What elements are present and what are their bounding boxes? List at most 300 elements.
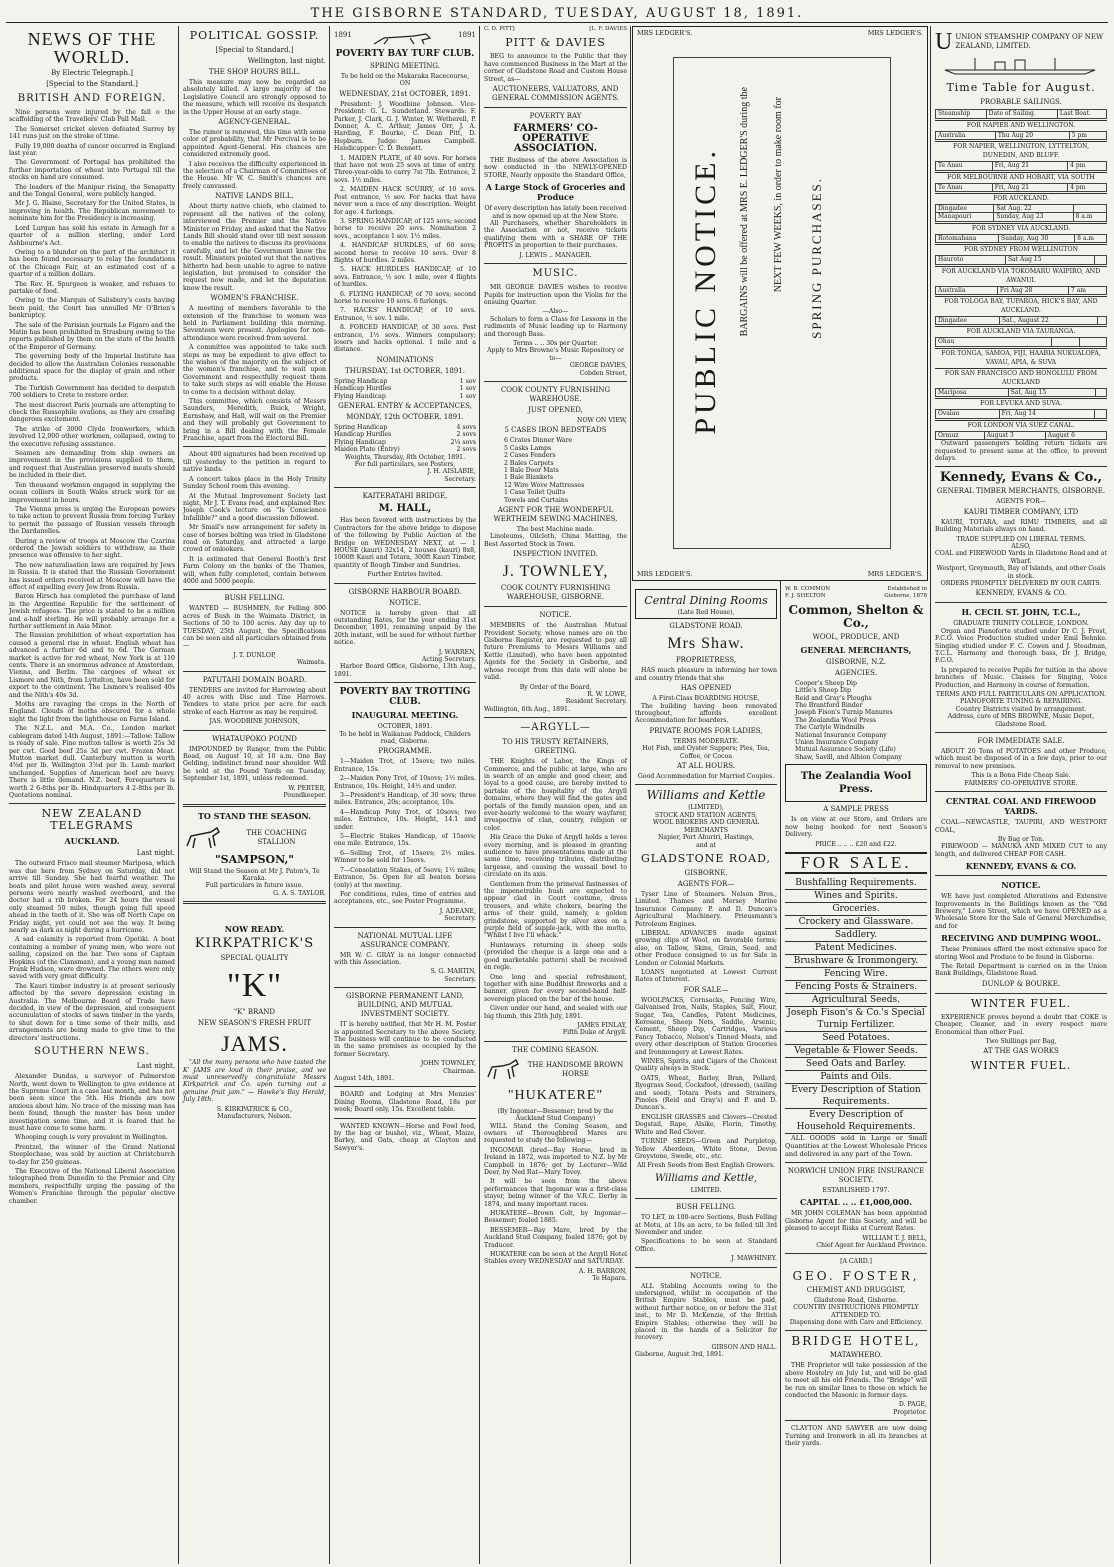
bargains-line: BARGAINS will be offered at MRS E. LEDGER'S during the xyxy=(739,87,750,337)
table-cell: Sat Aug 15 xyxy=(1005,256,1094,264)
signature-role: Fifth Duke of Argyll. xyxy=(562,1029,627,1037)
harbour-board-title: GISBORNE HARBOUR BOARD. xyxy=(348,587,462,596)
divider xyxy=(935,791,1107,792)
just-opened: JUST OPENED, xyxy=(528,405,583,414)
route-destination: FOR NAPIER, WELLINGTON, LYTTELTON, DUNEDIN, AND BLUFF. xyxy=(935,141,1107,160)
pitt-davies-title: PITT & DAVIES xyxy=(505,36,606,50)
fee-name: Spring Handicap xyxy=(334,424,388,432)
agency-item: Mutual Assurance Society (Life) xyxy=(795,746,896,754)
paragraph: About thirty native chiefs, who claimed to represent all the natives of the colony, interviewed the Premier and the Native Minister on Friday, and asked that the Native Lands Bill should stand over till next session to enable the natives to discuss its provisions carefully, and let the Government know the result. Ministers pointed out that the natives hitherto had been unable to agree to native legislation, but promised to consider the request now made, and let the deputation know the result. xyxy=(183,203,326,292)
zealandia-title: The Zealandia Wool Press. xyxy=(800,771,912,796)
paragraph: The outward Frisco mail steamer Mariposa, which was due here from Sydney on Saturday, did not arrive till Sunday. She had fearful weather. The boats and pilot house were washed away, several persons were nearly washed overboard, and the doctor had a rib broken. For 24 hours the vessel only steamed 50 miles, though going full speed ahead in the teeth of it. She was off North Cape on Friday night, yet could not see the way. It being nearly as dark as night during a hurricane. xyxy=(9,860,175,934)
paragraph: This committee, which consists of Messrs Saunders, Meredith, Buick, Wright, Earnshaw, and Hall, will wait on the Premier and they will probably get Government to bring in a Bill dealing with the Female Franchise, apart from the Electoral Bill. xyxy=(183,398,326,443)
table-cell: August 3 xyxy=(984,431,1045,439)
table-cell: Ormuz xyxy=(936,431,985,439)
officers: President: J. Woodbine Johnson. Vice-President: G. L. Sunderland. Stewards: F. Parker, J. Clark, G. J. Winter, W. Wetherell, P. Donner, A. C. Arthur, James Orr, J. A. Harding, F. Bourke, C. Dean Pitt, D. Hepburn. Judge: James Campbell. Handicapper: C. D. Bennett. xyxy=(334,100,476,153)
stock-note: Of every description has lately been received and is now opened up at the New Store. xyxy=(484,205,627,220)
route-table xyxy=(935,337,1107,346)
race-item: 2. MAIDEN HACK SCURRY, of 10 sovs. Post entrance, ½ sov. For hacks that have never won a race of any description. Weight for age. 4 furlongs. xyxy=(334,186,476,216)
paragraph: TURNIP SEEDS—Green and Purpletop, Yellow Aberdeen, White Stone, Devon Greystone, Swede, etc., etc. xyxy=(635,1138,777,1160)
table-cell: Dingadee xyxy=(936,317,1000,325)
receiving-wool: RECEIVING AND DUMPING WOOL. xyxy=(941,933,1101,944)
agencies-title: AGENCIES. xyxy=(835,668,877,677)
table-cell: Ohau xyxy=(936,338,1052,346)
table-cell: 5 pm xyxy=(1069,131,1106,139)
gisborne: GISBORNE. xyxy=(684,868,728,877)
cecil-address: Address, care of MRS BROWNE, Music Depot, Gladstone Road. xyxy=(947,713,1095,728)
divider xyxy=(635,1267,777,1268)
southern-date: Last night. xyxy=(136,1062,175,1071)
paragraph: Mr J. G. Blaine, Secretary for the United States, is improving in health. The Republican movement to nominate him for the Presidency is increasing. xyxy=(9,200,175,223)
route-destination: FOR SYDNEY FROM WELLINGTON xyxy=(935,244,1107,254)
nominations-title: NOMINATIONS xyxy=(376,355,434,364)
paragraph: INGOMAR (bred—Bay Horse, bred in Ireland in 1872, was imported to N.Z. by Mr Campbell in 1876; got by Lecturer—Wild Deer, by Ned Rat—Mary Tovey. xyxy=(484,1146,627,1176)
paragraph: WE have just completed Alterations and Extensive Improvements in the Buildings known as the "Old Brewery," Lowe Street, which we have OPENED as a Wholesale Store for the Sale of General Merchandise, and for xyxy=(935,893,1107,930)
paragraph: CLAYTON AND SAWYER are now doing Turning and Ironwork in all its branches at their yards. xyxy=(785,1425,927,1448)
patutahi-title: PATUTAHI DOMAIN BOARD. xyxy=(202,675,307,684)
coming-season: THE COMING SEASON. xyxy=(512,1045,599,1054)
sailings-header xyxy=(935,109,1107,118)
paragraph: Outward passengers holding return tickets are requested to present same at the office, to prevent delays. xyxy=(935,440,1107,462)
table-cell: 7 am xyxy=(1068,286,1106,294)
best-machine: The best Machine made. xyxy=(516,526,595,534)
fee-name: Spring Handicap xyxy=(334,377,388,385)
on-word: ON xyxy=(399,80,411,88)
divider xyxy=(785,1253,927,1254)
cases-heading: 5 CASES IRON BEDSTEADS xyxy=(504,426,607,435)
header-rule xyxy=(6,22,1108,23)
kennedy-sub: GENERAL TIMBER MERCHANTS, GISBORNE. xyxy=(936,487,1106,496)
paragraph: KAURI, TOTARA, and RIMU TIMBERS, and all Building Materials always on hand. xyxy=(935,518,1107,534)
table-cell: Fri, Aug 14 xyxy=(999,410,1094,418)
terms: Terms .. .. 30s per Quarter. xyxy=(513,339,598,347)
card: [A CARD.] xyxy=(840,1258,872,1266)
column-steamship xyxy=(932,26,1110,1564)
fee-name: Maiden Plate (Entry) xyxy=(334,446,400,454)
th: Steamship xyxy=(936,110,987,118)
special-quality: SPECIAL QUALITY xyxy=(220,954,289,963)
cecil-terms: TERMS AND FULL PARTICULARS ON APPLICATION. xyxy=(935,691,1107,699)
column-political xyxy=(180,26,329,1564)
trot-race-item: 7—Consolation Stakes, of 5sovs; 1½ miles; Entrance, 5s. Open for all beaten horses (only) at the meeting. xyxy=(334,866,476,889)
heading-agency: AGENCY-GENERAL. xyxy=(218,118,291,127)
for-sale-heading: FOR SALE— xyxy=(683,985,729,994)
list-item: 1 Bale Blankets xyxy=(504,474,554,482)
public-notice: PUBLIC NOTICE. xyxy=(689,147,722,435)
th: Last Boat. xyxy=(1057,110,1106,118)
paragraph: ABOUT 20 Tons of POTATOES and other Produce, which must be disposed of in a few days, prior to our removal to new premises. xyxy=(935,748,1107,770)
for-sale-item: Brushware & Ironmongery. xyxy=(785,955,927,968)
race-item: 5. HACK HURDLES HANDICAP, of 10 sovs. Entrance, ½ sov. 1 mile, over 4 flights of hurdles. xyxy=(334,266,476,289)
poverty-bay: POVERTY BAY xyxy=(529,112,582,121)
paragraph: The Somerset cricket eleven defeated Surrey by 141 runs just on the stroke of time. xyxy=(9,125,175,141)
paragraph: MR JOHN COLEMAN has been appointed Gisborne Agent for this Society, and will be pleased to accept Risks at Current Rates. xyxy=(785,1210,927,1233)
paragraph: This measure may now be regarded as absolutely killed. A large majority of the Legislative Council are strongly opposed to the measure, which will receive its despatch in the Upper House at an early stage. xyxy=(183,79,326,116)
paragraph: The rumor is renewed, this time with some color of probability, that Mr Percival is to be appointed Agent-General. His chances are considered extremely good. xyxy=(183,129,326,159)
national-mutual-title: NATIONAL MUTUAL LIFE ASSURANCE COMPANY. xyxy=(357,931,453,949)
route-destination: FOR AUCKLAND VIA TOKOMARU WAIPIRO, AND AWANUI. xyxy=(935,266,1107,285)
paragraph: Tyser Line of Steamers. Nelson Bros., Limited. Thames and Mersey Marine Insurance Company. P. and D. Duncan's Agricultural Machinery. Prieusmann's Petroleum Engines. xyxy=(635,890,777,928)
heading-native-lands: NATIVE LANDS BILL. xyxy=(215,192,294,201)
paragraph: Nine persons were injured by the fall o the scaffolding of the Travellers' Club Pall Mall. xyxy=(9,109,175,124)
sample-press: A SAMPLE PRESS xyxy=(823,805,889,814)
paragraph: I also receives the difficulty experienced in the selection of a Chairman of Committees of the House. Mr W. C. Smith's chances are freely canvassed. xyxy=(183,160,326,190)
general-merchants: GENERAL MERCHANTS, xyxy=(800,644,912,655)
news-title: NEWS OF THE WORLD. xyxy=(27,29,157,67)
route-table xyxy=(935,255,1107,264)
paragraph: About 400 signatures had been received up till yesterday to the petition in regard to native lands. xyxy=(183,451,326,474)
now-ready: NOW READY. xyxy=(224,924,285,935)
stock-heading: A Large Stock of Groceries and Produce xyxy=(485,182,626,203)
horse-icon xyxy=(183,824,223,852)
paragraph: These Premises afford the most extensive space for storing Wool and Produce to be found in Gisborne. xyxy=(935,946,1107,961)
orders: ORDERS PROMPTLY DELIVERED BY OUR CARTS. xyxy=(940,579,1102,587)
political-special: [Special to Standard.] xyxy=(215,46,294,54)
table-cell xyxy=(1052,338,1079,346)
divider xyxy=(183,446,326,447)
list-item: Towels and Curtains xyxy=(504,496,569,504)
inaugural-meeting: INAUGURAL MEETING. xyxy=(351,710,459,721)
paragraph: MR GEORGE DAVIES wishes to receive Pupils for instruction upon the Violin for the ensuing Quarter. xyxy=(484,284,627,306)
wk-sub2: WOOL BROKERS AND GENERAL MERCHANTS xyxy=(652,819,760,834)
for-sale-item: Groceries. xyxy=(785,903,927,916)
divider xyxy=(334,583,476,584)
table-cell: 8 a.m xyxy=(1075,234,1107,242)
items-list xyxy=(484,437,627,504)
for-sale-list xyxy=(785,877,927,1134)
terms-moderate: TERMS MODERATE. xyxy=(672,737,740,745)
year-right: 1891 xyxy=(458,31,476,39)
fee-row xyxy=(334,378,476,385)
central-coal: CENTRAL COAL AND FIREWOOD YARDS. xyxy=(945,796,1097,817)
apply: Apply to Mrs Browne's Music Repository or to— xyxy=(487,347,624,362)
route-table xyxy=(935,161,1107,170)
route-destination: FOR TOLOGA BAY, TUPAROA, HICK'S BAY, AND AUCKLAND. xyxy=(935,296,1107,315)
table-cell: Te Anau xyxy=(936,183,993,191)
race-item: 8. FORCED HANDICAP, of 30 sovs. Post entrance, 1½ sovs. Winners compulsory; losers and hacks optional. 1 mile and a distance. xyxy=(334,324,476,354)
agents-for: AGENTS FOR— xyxy=(677,879,735,888)
divider xyxy=(484,263,627,264)
fee-row xyxy=(334,424,476,431)
gisborne-nz: GISBORNE, N.Z. xyxy=(826,657,886,666)
dispensing: Dispensing done with Care and Efficiency. xyxy=(789,1318,923,1326)
paragraph: Linoleums, Oilcloth, China Matting, the Best Assorted Stock in Town. xyxy=(484,533,627,548)
union-title: UNION STEAMSHIP COMPANY OF NEW ZEALAND, LIMITED. xyxy=(955,33,1104,50)
race-item: 6. FLYING HANDICAP, of 70 sovs; second horse to receive 10 sovs. 6 furlongs. xyxy=(334,290,476,305)
race-item: 3. SPRING HANDICAP, of 125 sovs; second horse to receive 20 sovs. Nomination 2 sovs., acceptance 1 sov. 1½ miles. xyxy=(334,217,476,240)
paragraph: BEG to announce to the Public that they have commenced Business in the Mart at the corner of Gladstone Road and Custom House Street, as— xyxy=(484,53,627,83)
for-sale-item: Fencing Wire. xyxy=(785,968,927,981)
paragraph: ENGLISH GRASSES and Clovers—Crested Dogstail, Rape, Alsike, Florin, Timothy, White and Red Clover. xyxy=(635,1113,777,1136)
for-sale-item: Every Description of Household Requirements. xyxy=(785,1109,927,1134)
for-sale-item: Joseph Fison's & Co.'s Special Turnip Fertilizer. xyxy=(785,1007,927,1032)
fee-amount: 2 sovs xyxy=(456,446,476,454)
paragraph: OATS, Wheat, Barley, Bran, Pollard, Ryegrass Seed, Cocksfoot, (dressed), (sailing and seed), Totara Posts and Strainers, Pinoles (Reid and Gray's) and P. and D. Duncan's. xyxy=(635,1074,777,1112)
notice-date: Gisborne, August 3rd, 1891. xyxy=(635,1351,724,1359)
agency-item: Little's Sheep Dip xyxy=(795,687,851,695)
csc-sub: WOOL, PRODUCE, AND xyxy=(812,632,900,641)
signature: R. W. LOWE, xyxy=(587,690,627,698)
route-table xyxy=(935,431,1107,440)
norwich-title: NORWICH UNION FIRE INSURANCE SOCIETY. xyxy=(787,1166,925,1184)
table-cell: Sunday, Aug 23 xyxy=(994,213,1073,221)
paragraph: HAS much pleasure in informing her town and country friends that she xyxy=(635,667,777,682)
order-date: Wellington, 6th Aug., 1891. xyxy=(484,705,570,713)
trot-race-item: 2—Maiden Pony Trot, of 10sovs; 1½ miles. Entrance, 10s. Height, 14½ and under. xyxy=(334,775,476,790)
table-cell: Ovalau xyxy=(936,410,1000,418)
auckland-heading: AUCKLAND. xyxy=(64,836,120,847)
list-item: 2 Bales Carpets xyxy=(504,459,554,467)
for-sale-item: Paints and Oils. xyxy=(785,1071,927,1084)
paragraph: Is on view at our Store, and Orders are now being booked for next Season's Delivery. xyxy=(785,816,927,839)
cecil-tuning: PIANOFORTE TUNING & REPAIRING. xyxy=(960,698,1082,706)
route-destination: FOR SYDNEY VIA AUCKLAND. xyxy=(935,223,1107,233)
permanent-title: GISBORNE PERMANENT LAND, BUILDING, AND MUTUAL INVESTMENT SOCIETY. xyxy=(346,992,464,1019)
southern-paragraphs xyxy=(9,1073,175,1205)
gladstone-road: GLADSTONE ROAD. xyxy=(669,622,743,631)
divider xyxy=(935,602,1107,603)
divider xyxy=(183,804,326,807)
signature-place: Te Hapara. xyxy=(592,1275,627,1283)
paragraph: IMPOUNDED by Ranger, from the Public Road, on August 10, at 10 a.m. One Bay Gelding, indistinct brand near shoulder. Will be sold at the Pound Yards on Tuesday, September 1st, 1891, unless redeemed. xyxy=(183,745,326,783)
byline: By Electric Telegraph.] xyxy=(51,69,133,77)
fee-row xyxy=(334,393,476,400)
divider xyxy=(334,1086,476,1087)
cecil-country: Country Districts visited by arrangement. xyxy=(955,705,1087,713)
agency-item: The Zealandia Wool Press xyxy=(795,716,877,724)
townley-sub: COOK COUNTY FURNISHING WAREHOUSE, GISBORNE. xyxy=(500,584,611,602)
also: —Also— xyxy=(542,308,569,316)
paragraph: Gentlemen from the primeval fastnesses of the impenetrable bush are expected to appear clad in Court costume, dress trousers, and white chokers, bearing the arms of their guild, namely, a golden grindstone, supported by silver axes on a purple field of supple-jack, with the motto, "Whilst I live I'll whack." xyxy=(484,880,627,940)
list-item: 6 Crates Dinner Ware xyxy=(504,437,573,445)
table-cell: Fri Aug 28 xyxy=(997,286,1068,294)
paragraph: MEMBERS of the Australian Mutual Provident Society, whose names are on the Gisborne Register, are requested to pay all future Premiums to Messrs Williams and Kettle (Limited), who have been appointed Agents for the Society in Gisborne, and whose receipt from this date will alone be valid. xyxy=(484,622,627,682)
further-entries: Further Entries Invited. xyxy=(367,571,443,579)
paragraph: WOOLPACKS, Cornsacks, Fencing Wire, Galvanised Iron, Nails, Staples, Salt, Flour, Sugar, Tea, Candles, Patent Medicines, Kerosene, Sheep Nets, Saddle, Arsenic, Cement, Sheep Dip, Cartridges, Various Fancy Tobacco, Nelson's Tinned Meats, and every other description of Station Groceries and Ironmongery at Lowest Rates. xyxy=(635,996,777,1056)
married-couples: Good Accommodation for Married Couples. xyxy=(637,773,775,781)
trotting-club-title: POVERTY BAY TROTTING CLUB. xyxy=(339,687,471,708)
british-paragraphs xyxy=(9,109,175,799)
route-destination: FOR MELBOURNE AND HOBART, VIA SOUTH xyxy=(935,172,1107,182)
coal-by: By Bag or Ton. xyxy=(997,835,1045,843)
spring-meeting: SPRING MEETING. xyxy=(370,62,440,70)
paragraph: Given under our hand, and sealed with our big thumb, this 25th July, 1891. xyxy=(484,1005,627,1020)
turf-club-title: POVERTY BAY TURF CLUB. xyxy=(335,49,475,59)
wk-and: and at xyxy=(696,841,716,849)
divider xyxy=(935,466,1107,467)
trade-supplied: TRADE SUPPLIED ON LIBERAL TERMS. xyxy=(956,535,1086,543)
race-item: 7. HACKS' HANDICAP, of 10 sovs. Entrance, ½ sov. 1 mile. xyxy=(334,307,476,322)
kennedy-evans: KENNEDY, EVANS & CO. xyxy=(965,861,1077,872)
coal-yards: COAL and FIREWOOD Yards in Gladstone Road and at Wharf. xyxy=(935,550,1107,565)
for-sale-item: Seed Potatoes. xyxy=(785,1032,927,1045)
signature: S. G. MARTIN, xyxy=(430,968,476,976)
auctioneer-name: M. HALL, xyxy=(378,503,432,515)
paragraph: The Kauri timber industry is at present seriously affected by the severe depression existing in Australia. The Melbourne Board of Trade have decided, in view of the depression, and consequent accumulation of stocks of sawn timber in the yards, to shut down for a time some of their mills, and arrangements are being made to give time to the directors' instructions. xyxy=(9,982,175,1042)
kauri-company: KAURI TIMBER COMPANY, LTD xyxy=(963,507,1079,516)
fee-name: Handicap Hurdles xyxy=(334,431,392,439)
agency-item: Shaw, Savill, and Albion Company xyxy=(795,753,902,761)
paragraph: WILL Stand the Coming Season, and owners of Thoroughbred Mares are requested to study the following— xyxy=(484,1122,627,1145)
for-sale-item: Agricultural Seeds. xyxy=(785,994,927,1007)
cook-title: COOK COUNTY FURNISHING WAREHOUSE. xyxy=(500,385,611,403)
political-title: POLITICAL GOSSIP. xyxy=(189,29,320,42)
paragraph: All Purchasers, whether Shareholders in the Association or not, receive tickets qualifying them with a SHARE OF THE PROFITS in proportion to their purchases. xyxy=(484,220,627,250)
for-sale-item: Vegetable & Flower Seeds. xyxy=(785,1045,927,1058)
table-cell xyxy=(1094,410,1106,418)
held-at: To be held on the Makaraka Racecourse, xyxy=(340,73,470,80)
paragraph: During a review of troops at Moscow the Czarina ordered the Jewish soldiers to withdraw, as their presence was offensive to her sight. xyxy=(9,537,175,560)
all-hours: AT ALL HOURS. xyxy=(677,762,735,771)
paragraph: Baron Hirsch has completed the purchase of land in the Argentine Republic for the settlement of Jewish refugees. The price is stated to be a million and a-half sterling. He will probably arrange for a further settlement in Asia Minor. xyxy=(9,593,175,630)
limited: LIMITED. xyxy=(690,1186,722,1194)
table-row xyxy=(936,183,1107,191)
paragraph: The N.Z.L. and M.A. Co., London market cablegram dated 14th August, 1891:—Tallow: Tallow is ready of sale. Fine mutton tallow is worth 25s 3d per cwt. Good beef 25s 3d per cwt. Frozen Meat. Mutton market dull. Canterbury mutton is worth 4⅝d per lb. Wellington 3⅞d per lb. Lamb market unchanged. Supplies of American beef are heavy. There is little demand. N.Z. beef, Forequarters is worth 2 6-8ths per lb. Hindquarters 4 2-8ths per lb. Quotations nominal. xyxy=(9,725,175,799)
signature: J. WARREN, xyxy=(438,648,476,656)
for-sale-item: Patent Medicines. xyxy=(785,942,927,955)
table-row xyxy=(936,213,1107,221)
signature-role: Secretary. xyxy=(444,915,476,923)
signature: A. H. BARRON, xyxy=(578,1267,627,1275)
signature-role: Acting Secretary. xyxy=(421,655,476,663)
ledger-corner: MRS LEDGER'S. xyxy=(867,29,923,37)
racehorse-icon xyxy=(370,32,440,46)
fee-row xyxy=(334,446,476,453)
year-left: 1891 xyxy=(334,31,352,39)
wk-sub: STOCK AND STATION AGENTS, xyxy=(654,811,758,819)
paragraph: FIREWOOD — MANUKA AND MIXED CUT to any length, and delivered CHEAP FOR CASH. xyxy=(935,843,1107,858)
list-item: 1 Bale Door Mats xyxy=(504,467,559,474)
table-cell: Sunday, Aug 30 xyxy=(999,234,1075,242)
paragraph: NOTICE is hereby given that all outstanding Rates, for the year ending 31st December, 1891, remaining unpaid by the 20th instant, will be sued for without further notice. xyxy=(334,609,476,647)
agency-item: Joseph Fison's Turnip Manures xyxy=(795,709,893,717)
signature: GIBSON AND HALL. xyxy=(711,1343,777,1351)
column-rule xyxy=(178,26,179,1564)
stallion-note: Will Stand the Season at Mr J. Paton's, Te Karaka. xyxy=(189,867,320,882)
route-destination: FOR AUCKLAND. xyxy=(935,193,1107,203)
partner-left: C. D. PITT] xyxy=(484,26,515,32)
paragraph: TENDERS are invited for Harrowing about 40 acres with Disc and Tine Harrows. Tenders to state price per acre for each stroke of each Harrow as may be required. xyxy=(183,686,326,716)
paragraph: MR W. C. GRAY is no longer connected with this Association. xyxy=(334,951,476,966)
trot-race-item: 4—Handicap Pony Trot, of 10sovs; two miles. Entrance, 10s. Height, 14.1 and under. xyxy=(334,808,476,831)
hukatere-title: "HUKATERE" xyxy=(507,1087,604,1103)
immediate-sale: FOR IMMEDIATE SALE. xyxy=(977,737,1065,746)
williams-kettle-title: Williams and Kettle xyxy=(646,788,766,803)
paragraph: BESSEMER—Bay Mare, bred by the Auckland Stud Company, foaled 1876; got by Traducer. xyxy=(484,1226,627,1249)
signature-role: Secretary. xyxy=(444,475,476,483)
nz-telegrams-title: NEW ZEALAND TELEGRAMS xyxy=(41,807,143,833)
divider xyxy=(785,1162,927,1163)
divider xyxy=(334,487,476,488)
paragraph: Prentzel, the winner of the Grand National Steeplechase, was sold by auction at Christchurch to-day for 250 guineas. xyxy=(9,1143,175,1166)
paragraph: ALL Stabling Accounts owing to the undersigned, whilst in occupation of the British Empire Stables, must be paid, without further notice, on or before the 31st inst., to Mr D. McKenzie, of the British Empire Stables; otherwise they will be placed in the hands of a Solicitor for recovery. xyxy=(635,1282,777,1342)
ledger-corner: MRS LEDGER'S. xyxy=(637,29,693,37)
column-rule xyxy=(479,26,480,1564)
argyll-sub: TO HIS TRUSTY RETAINERS, GREETING. xyxy=(502,738,609,756)
whataupoko-title: WHATAUPOKO POUND xyxy=(212,734,297,743)
paragraph: The Executive of the National Liberal Association telegraphed from Dunedin to the Premier and City members, respectfully urging the passing of the Women's Franchise through the popular elective chamber. xyxy=(9,1167,175,1205)
for-sale-item: Wines and Spirits. xyxy=(785,890,927,903)
table-row xyxy=(936,256,1107,264)
paragraph: Alexander Dundas, a surveyor of Palmerston North, went down to Wellington to give evidence at the Supreme Court in a case last month, and has not been seen since the 5th. His friends are now anxious about him. No trace of the missing man has been found, though the master has been under investigation some time, and it is feared that he must have come to some harm. xyxy=(9,1073,175,1132)
paragraph: The Russian prohibition of wheat exportation has caused a general rise in wheat. English wheat has advanced a further 6d and to 6d. The German market is active for red wheat, New York is at 110 cents. There is an enormous advance at Amsterdam, Vienna, and Berlin. The cargoes of wheat ex Lismore and Nith, from Lyttelton, have been sold for export to the continent. The Lismore's realised 40s and the Nith's 40s 3d. xyxy=(9,632,175,699)
paragraph: The governing body of the Imperial Institute has decided to allow the Australian Colonies reasonable additional space for the display of grain and other products. xyxy=(9,353,175,383)
sailings-list xyxy=(935,120,1107,440)
divider xyxy=(484,717,627,718)
trot-race-item: 1—Maiden Trot, of 15sovs; two miles. Entrance, 15s. xyxy=(334,758,476,773)
paragraph: COAL—NEWCASTLE, TAUPIRI, AND WESTPORT COAL, xyxy=(935,819,1107,834)
divider xyxy=(935,875,1107,876)
fresh-seeds: All Fresh Seeds from Best English Growers. xyxy=(637,1162,775,1170)
winter-fuel-end: WINTER FUEL. xyxy=(970,1059,1072,1073)
list-item: 12 Wire Wove Mattresses xyxy=(504,481,585,489)
column-dining xyxy=(632,586,780,1564)
nominations-date: THURSDAY, 1st OCTOBER, 1891. xyxy=(345,366,465,375)
column-rule xyxy=(630,26,631,1564)
jams-title: JAMS. xyxy=(221,1031,288,1057)
stallion-name: "SAMPSON," xyxy=(214,852,295,866)
column-rule xyxy=(329,26,330,1564)
k-brand: "K" BRAND xyxy=(233,1008,276,1017)
divider xyxy=(635,1198,777,1199)
masthead xyxy=(0,6,1114,21)
price: PRICE .. .. .. £20 and £22. xyxy=(815,840,897,848)
paragraph: HUKATERE—Brown Colt, by Ingomar—Bessemer; foaled 1885. xyxy=(484,1210,627,1225)
table-cell xyxy=(1079,338,1106,346)
signature: D. PAGE, xyxy=(898,1401,927,1409)
divider xyxy=(183,589,326,590)
partner: W. B. COMMON xyxy=(785,586,831,592)
divider xyxy=(635,784,777,785)
fee-row xyxy=(334,385,476,392)
particulars: For full particulars, see Posters, xyxy=(354,461,456,469)
signature: WILLIAM T. J. BELL, xyxy=(862,1234,927,1242)
trotting-held: To be held in Waikanae Paddock, Childers road, Gisborne. xyxy=(339,730,471,745)
private-rooms: PRIVATE ROOMS FOR LADIES, xyxy=(649,726,763,735)
chemist: CHEMIST AND DRUGGIST, xyxy=(806,1285,906,1294)
fee-amount: 1 sov xyxy=(459,385,476,393)
table-cell: Dingadee xyxy=(936,205,994,213)
established: Established in Gisborne, 1878 xyxy=(884,586,927,600)
column-news xyxy=(6,26,178,1564)
divider xyxy=(334,987,476,988)
stallion-full: Full particulars in future issue. xyxy=(205,882,304,890)
divider xyxy=(484,606,627,607)
two-shillings: Two Shillings per Bag, xyxy=(985,1038,1057,1045)
townley-title: J. TOWNLEY, xyxy=(502,563,609,581)
for-sale-item: Saddlery. xyxy=(785,929,927,942)
race-item: 4. HANDICAP HURDLES, of 60 sovs; second horse to receive 10 sovs. Over 8 flights of hurdles. 2 miles. xyxy=(334,242,476,264)
paragraph: IT is hereby notified, that Mr H. M. Foster is appointed Secretary to the above Society. The business will continue to be conducted in the same premises as occupied by the former Secretary. xyxy=(334,1021,476,1058)
political-dateline: Wellington, last night. xyxy=(247,57,326,65)
paragraph: The Turkish Government has decided to despatch 700 soldiers to Crete to restore order. xyxy=(9,384,175,400)
bush-felling-title: BUSH FELLING. xyxy=(676,1203,736,1212)
central-dining-title: Central Dining Rooms xyxy=(644,594,768,607)
agents-for: AGENTS FOR— xyxy=(996,498,1046,506)
paragraph: THE Knights of Labor, the Kings of Commerce, and the public at large, who are in search of an ample and good cheer, and loyal to a good cause, are hereby invited to partake of the hospitality of the Argyll domains, where they will find the gates and portals of the family mansion open, and an ever-hearty welcome to the weary wayfarer, irrespective of clan, country, religion or color. xyxy=(484,758,627,832)
fee-amount: 4 sovs xyxy=(456,424,476,432)
paragraph: A sad calamity is reported from Opotiki. A boat containing a number of young men, who were out sailing, capsized on the bar. Two sons of Captain Hopkins (of the Clansman), and a young man named Frank Hudson, were drowned. The others were only saved with very great difficulty. xyxy=(9,936,175,981)
table-cell: Fri, Aug 21 xyxy=(992,162,1067,170)
fee-amount: 1 sov xyxy=(459,377,476,385)
paragraph: Organ and Pianoforte studied under Dr C. J. Frost, F.C.O. Voice Production studied under Emil Behnke. Singing studied under F. C. Cowen and J. Steadman, T.C.L. Harmony and thorough bass, Dr J. Bridge, F.C.O. xyxy=(935,627,1107,665)
trot-race-item: 5—Electric Stakes Handicap, of 15sovs; one mile. Entrance, 15s. xyxy=(334,833,476,848)
fee-amount: 2¼ sovs xyxy=(450,438,476,446)
signature-role: Poundkeeper. xyxy=(283,792,326,800)
paragraph: The strike of 3000 Clyde Ironworkers, which involved 12,000 other workmen, collapsed, owing to the executive refusing assistance. xyxy=(9,425,175,448)
divider xyxy=(183,901,326,904)
table-row xyxy=(936,234,1107,242)
